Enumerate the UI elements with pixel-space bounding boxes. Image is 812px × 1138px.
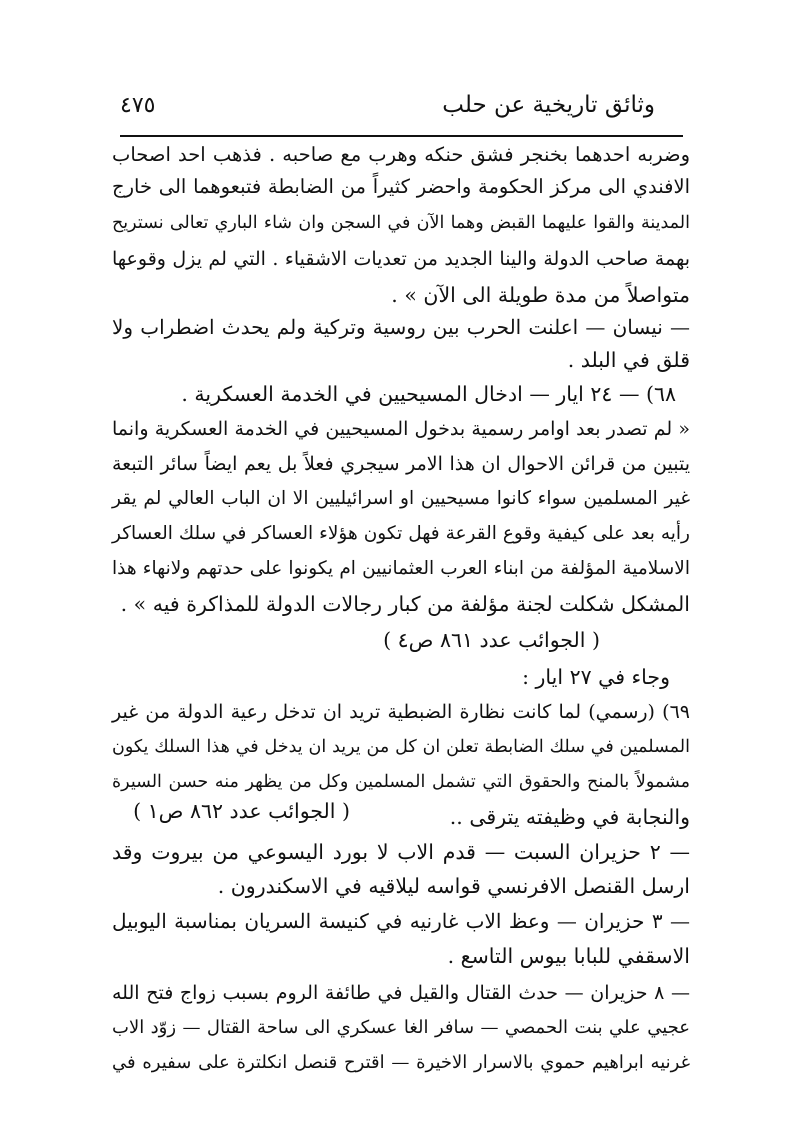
page-header <box>120 92 680 132</box>
text-line: قلق في البلد . <box>567 348 690 372</box>
text-line: مشمولاً بالمنح والحقوق التي تشمل المسلمين وكل من يظهر منه حسن السيرة <box>112 772 690 792</box>
section-heading: ٦٨) — ٢٤ ايار — ادخال المسيحيين في الخدمة العسكرية . <box>181 382 676 406</box>
text-line: والنجابة في وظيفته يترقى .. <box>449 805 690 829</box>
text-line: الافندي الى مركز الحكومة واحضر كثيراً من الضابطة فتبعوهما الى خارج <box>112 175 690 198</box>
text-line: وجاء في ٢٧ ايار : <box>522 665 670 689</box>
text-line: غرنيه ابراهيم حموي بالاسرار الاخيرة — اقترح قنصل انكلترة على سفيره في <box>112 1052 690 1073</box>
text-line: بهمة صاحب الدولة والينا الجديد من تعديات الاشقياء . التي لم يزل وقوعها <box>112 248 690 270</box>
text-line: ارسل القنصل الافرنسي قواسه ليلاقيه في الاسكندرون . <box>217 874 690 898</box>
text-line: وضربه احدهما بخنجر فشق حنكه وهرب مع صاحبه . فذهب احد اصحاب <box>112 143 690 166</box>
text-line: « لم تصدر بعد اوامر رسمية بدخول المسيحيين في الخدمة العسكرية وانما <box>112 418 690 440</box>
text-line: متواصلاً من مدة طويلة الى الآن » . <box>391 283 690 307</box>
text-line: عجيي علي بنت الحمصي — سافر الغا عسكري الى ساحة القتال — زوّد الاب <box>112 1017 690 1038</box>
header-rule <box>120 135 683 137</box>
text-line: — ٣ حزيران — وعظ الاب غارنيه في كنيسة السريان بمناسبة اليوبيل <box>112 909 690 933</box>
text-line: — نيسان — اعلنت الحرب بين روسية وتركية ولم يحدث اضطراب ولا <box>112 315 690 339</box>
text-line: المسلمين في سلك الضابطة تعلن ان كل من يريد ان يدخل في هذا السلك يكون <box>112 737 690 757</box>
text-line: المشكل شكلت لجنة مؤلفة من كبار رجالات الدولة للمذاكرة فيه » . <box>120 592 690 616</box>
text-line: رأيه بعد على كيفية وقوع القرعة فهل تكون هؤلاء العساكر في سلك العساكر <box>112 523 690 544</box>
text-line: المدينة والقوا عليهما القبض وهما الآن في السجن وان شاء الباري تعالى نستريح <box>112 213 690 233</box>
text-line: غير المسلمين سواء كانوا مسيحيين او اسرائيليين الا ان الباب العالي لم يقر <box>112 488 690 509</box>
text-line: — ٨ حزيران — حدث القتال والقيل في طائفة الروم بسبب زواج فتح الله <box>112 982 690 1004</box>
citation: ( الجوائب عدد ٨٦١ ص٤ ) <box>383 628 600 652</box>
text-line: الاسقفي للبابا بيوس التاسع . <box>447 944 690 968</box>
citation: ( الجوائب عدد ٨٦٢ ص١ ) <box>133 799 350 823</box>
text-line: — ٢ حزيران السبت — قدم الاب لا بورد اليسوعي من بيروت وقد <box>112 840 690 864</box>
running-title: وثائق تاريخية عن حلب <box>442 92 655 118</box>
text-line: الاسلامية المؤلفة من ابناء العرب العثمانيين ام يكونوا على حدتهم ولانهاء هذا <box>112 558 690 579</box>
text-line: ٦٩) (رسمي) لما كانت نظارة الضبطية تريد ان تدخل رعية الدولة من غير <box>112 701 690 723</box>
page-number: ٤٧٥ <box>120 93 156 118</box>
text-line: يتبين من قرائن الاحوال ان هذا الامر سيجري فعلاً بل يعم ايضاً سائر التبعة <box>112 453 690 475</box>
